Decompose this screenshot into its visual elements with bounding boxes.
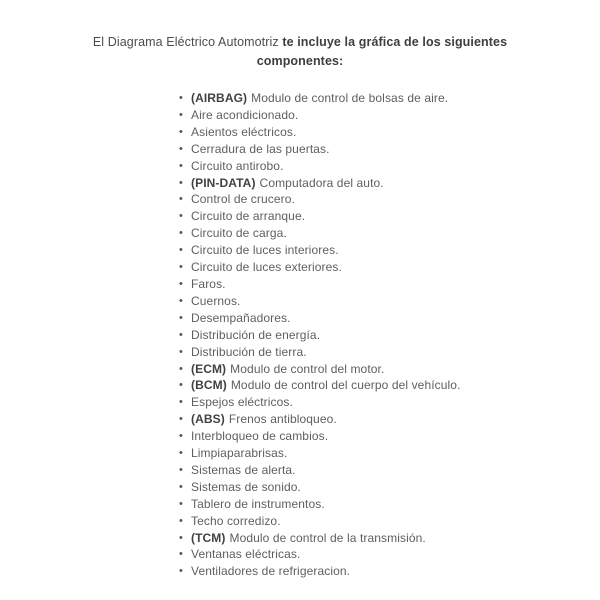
bullet-icon: • [179,514,183,527]
list-item [179,428,461,445]
list-item-bold-prefix: (TCM) [191,530,226,545]
list-item-text: Modulo de control de la transmisión. [229,530,426,545]
bullet-icon: • [179,497,183,510]
bullet-icon: • [179,261,183,274]
page-title-bold-line1: te incluye la gráfica de los siguientes [282,35,508,49]
list-item-bold-prefix: (PIN-DATA) [191,175,256,190]
list-item [179,530,461,547]
list-item-text: Circuito de arranque. [191,209,306,224]
bullet-icon: • [179,480,183,493]
list-item-text: Circuito antirobo. [191,158,284,173]
bullet-icon: • [179,277,183,290]
list-item [179,377,461,394]
bullet-icon: • [179,142,183,155]
list-item-text: Cerradura de las puertas. [191,141,330,156]
bullet-icon: • [179,227,183,240]
list-item [179,276,461,293]
list-item-text: Control de crucero. [191,192,295,207]
list-item-text: Circuito de luces interiores. [191,243,339,258]
list-item [179,191,461,208]
list-item-text: Interbloqueo de cambios. [191,429,329,444]
list-item [179,361,461,378]
bullet-icon: • [179,108,183,121]
list-item [179,479,461,496]
list-item [179,141,461,158]
list-item-text: Modulo de control del motor. [230,361,385,376]
list-item-text: Tablero de instrumentos. [191,496,325,511]
list-item-text: Modulo de control del cuerpo del vehículo. [230,378,461,393]
list-item [179,496,461,513]
bullet-icon: • [179,447,183,460]
list-item [179,242,461,259]
page-title-bold-line2: componentes: [256,54,344,68]
list-item [179,344,461,361]
list-item [179,513,461,530]
list-item [179,90,461,107]
list-item-text: Circuito de carga. [191,226,287,241]
list-item-text: Sistemas de alerta. [191,462,296,477]
list-item [179,259,461,276]
list-item [179,124,461,141]
bullet-icon: • [179,328,183,341]
list-item-text: Limpiaparabrisas. [191,446,288,461]
list-item-text: Computadora del auto. [259,175,384,190]
list-item-text: Cuernos. [191,293,241,308]
list-item [179,462,461,479]
list-item-text: Sistemas de sonido. [191,479,301,494]
list-item [179,293,461,310]
bullet-icon: • [179,463,183,476]
list-item-text: Frenos antibloqueo. [228,412,337,427]
list-item-text: Espejos eléctricos. [191,395,293,410]
bullet-icon: • [179,92,183,104]
bullet-icon: • [179,396,183,409]
bullet-icon: • [179,548,183,561]
list-item [179,394,461,411]
list-item-text: Distribución de tierra. [191,344,307,359]
list-item [179,208,461,225]
bullet-icon: • [179,125,183,138]
list-item [179,310,461,327]
bullet-icon: • [179,362,183,375]
page-title-regular: El Diagrama Eléctrico Automotriz [92,35,279,49]
list-item-bold-prefix: (ABS) [191,412,225,427]
bullet-icon: • [179,379,183,392]
bullet-icon: • [179,244,183,257]
list-item-bold-prefix: (AIRBAG) [191,91,248,105]
list-item [179,411,461,428]
list-item-text: Asientos eléctricos. [191,124,297,139]
bullet-icon: • [179,430,183,443]
bullet-icon: • [179,210,183,223]
list-item-text: Faros. [191,276,226,291]
list-item [179,327,461,344]
list-item [179,158,461,175]
list-item [179,546,461,563]
bullet-icon: • [179,345,183,358]
page-title [0,33,600,71]
bullet-icon: • [179,413,183,426]
bullet-icon: • [179,311,183,324]
list-item [179,107,461,124]
list-item-text: Aire acondicionado. [191,107,299,122]
bullet-icon: • [179,159,183,172]
list-item-text: Desempañadores. [191,310,291,325]
bullet-icon: • [179,565,183,578]
list-item [179,175,461,192]
components-list [179,90,461,580]
list-item-text: Modulo de control de bolsas de aire. [251,91,449,105]
list-item-bold-prefix: (ECM) [191,361,227,376]
list-item-text: Circuito de luces exteriores. [191,260,342,275]
bullet-icon: • [179,294,183,307]
list-item-text: Ventiladores de refrigeracion. [191,564,351,579]
list-item [179,563,461,580]
list-item [179,445,461,462]
list-item-text: Ventanas eléctricas. [191,547,301,562]
bullet-icon: • [179,193,183,206]
list-item-bold-prefix: (BCM) [191,378,227,393]
bullet-icon: • [179,176,183,189]
list-item-text: Distribución de energía. [191,327,321,342]
bullet-icon: • [179,531,183,544]
list-item [179,225,461,242]
list-item-text: Techo corredizo. [191,513,281,528]
